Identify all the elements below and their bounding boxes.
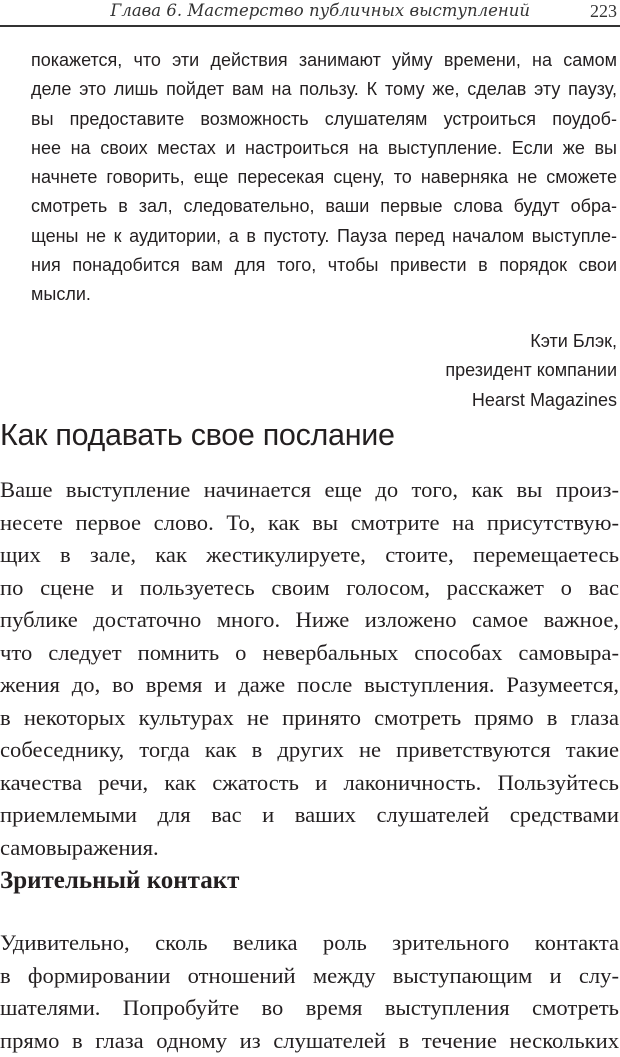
body-line: прямо в глаза одному из слушателей в течение нескольких <box>0 1025 619 1057</box>
body-line: приемлемыми для вас и ваших слушателей средствами <box>0 799 619 832</box>
section-body <box>0 474 619 864</box>
page-number: 223 <box>590 1 617 22</box>
running-header <box>0 0 620 26</box>
chapter-title: Глава 6. Мастерство публичных выступлений <box>110 1 530 20</box>
header-divider <box>0 25 620 27</box>
body-line: щих в зале, как жестикулируете, стоите, перемещаетесь <box>0 539 619 572</box>
body-line: самовыражения. <box>0 832 619 865</box>
body-line: жения до, во время и даже после выступления. Разумеется, <box>0 669 619 702</box>
body-line: в формировании отношений между выступающим и слу- <box>0 960 619 993</box>
subsection-heading: Зрительный контакт <box>0 867 239 895</box>
quote-block <box>31 46 617 310</box>
quote-line: деле это лишь пойдет вам на пользу. К тому же, сделав эту паузу, <box>31 75 617 104</box>
quote-line: ния понадобится вам для того, чтобы привести в порядок свои <box>31 251 617 280</box>
body-line: Удивительно, сколь велика роль зрительного контакта <box>0 927 619 960</box>
quote-line: смотреть в зал, следовательно, ваши первые слова будут обра- <box>31 192 617 221</box>
body-line: Ваше выступление начинается еще до того, как вы произ- <box>0 474 619 507</box>
body-line: шателями. Попробуйте во время выступления смотреть <box>0 992 619 1025</box>
quote-line: нее на своих местах и настроиться на выступление. Если же вы <box>31 134 617 163</box>
body-line: по сцене и пользуетесь своим голосом, расскажет о вас <box>0 572 619 605</box>
body-line: что следует помнить о невербальных способах самовыра- <box>0 637 619 670</box>
body-line: качества речи, как сжатость и лаконичность. Пользуйтесь <box>0 767 619 800</box>
quote-line: покажется, что эти действия занимают уйму времени, на самом <box>31 46 617 75</box>
quote-line: щены не к аудитории, а в пустоту. Пауза перед началом выступле- <box>31 222 617 251</box>
quote-attribution <box>445 327 617 415</box>
quote-line: вы предоставите возможность слушателям устроиться поудоб- <box>31 105 617 134</box>
attribution-position: президент компании <box>445 356 617 385</box>
attribution-company: Hearst Magazines <box>445 386 617 415</box>
section-heading: Как подавать свое послание <box>0 418 395 453</box>
body-line: публике достаточно много. Ниже изложено самое важное, <box>0 604 619 637</box>
attribution-name: Кэти Блэк, <box>445 327 617 356</box>
body-line: в некоторых культурах не принято смотреть прямо в глаза <box>0 702 619 735</box>
quote-line: мысли. <box>31 280 617 309</box>
quote-line: начнете говорить, еще пересекая сцену, то наверняка не сможете <box>31 163 617 192</box>
subsection-body <box>0 927 619 1057</box>
body-line: несете первое слово. То, как вы смотрите на присутствую- <box>0 507 619 540</box>
body-line: собеседнику, тогда как в других не приветствуются такие <box>0 734 619 767</box>
